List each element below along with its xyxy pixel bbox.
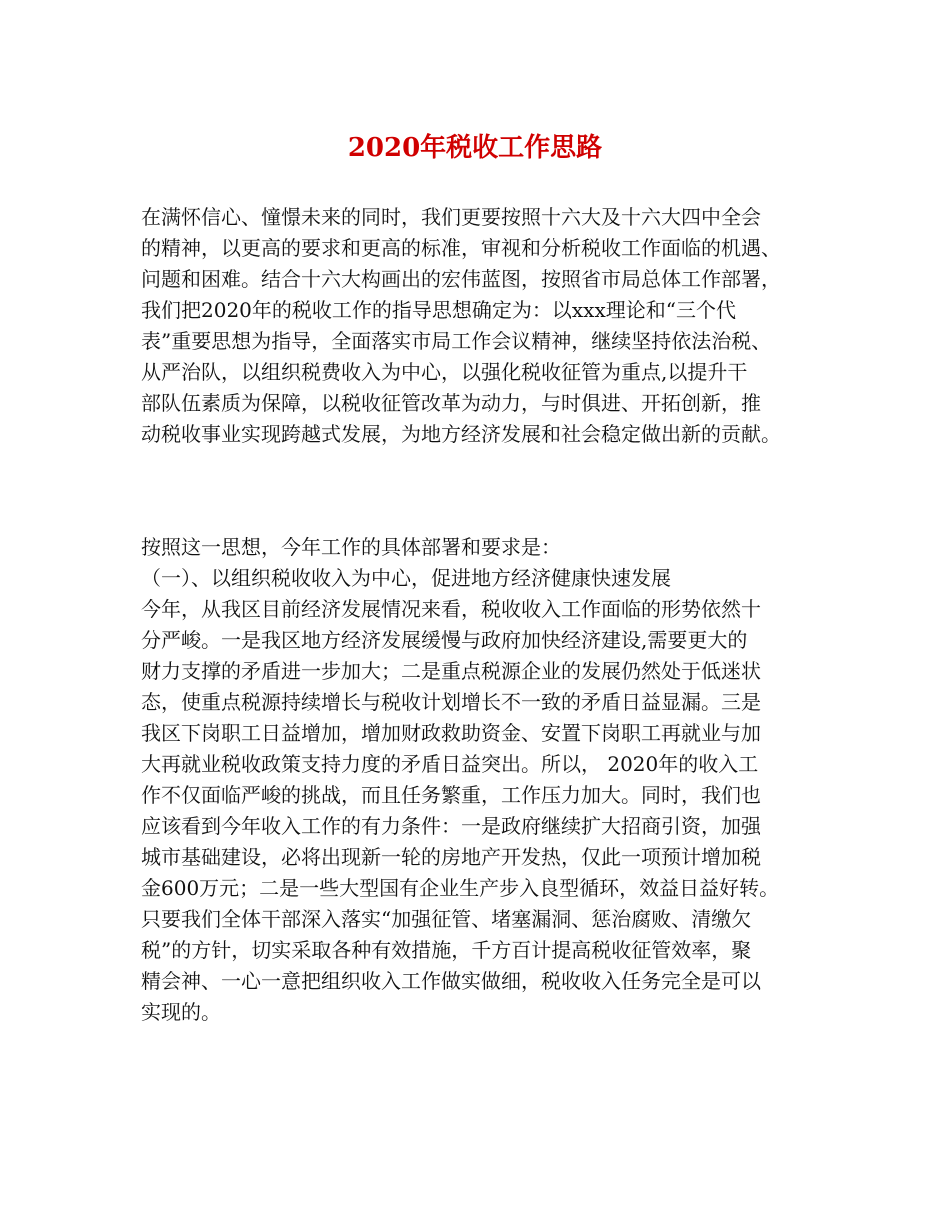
- paragraph-section-one: [141, 532, 831, 1028]
- section-heading: （一）、以组织税收收入为中心，促进地方经济健康快速发展: [141, 566, 671, 590]
- paragraph-guiding-thought: [141, 202, 831, 450]
- text-line: 在满怀信心、憧憬未来的同时，我们更要按照十六大及十六大四中全会: [141, 205, 761, 229]
- text-line: 从严治队，以组织税费收入为中心，以强化税收征管为重点,以提升干: [141, 360, 748, 384]
- text-line: 态，使重点税源持续增长与税收计划增长不一致的矛盾日益显漏。三是: [141, 690, 761, 714]
- text-line: 税”的方针，切实采取各种有效措施，千方百计提高税收征管效率，聚: [141, 938, 752, 962]
- text-line: 只要我们全体干部深入落实“加强征管、堵塞漏洞、惩治腐败、清缴欠: [141, 907, 752, 931]
- text-line: 动税收事业实现跨越式发展，为地方经济发展和社会稳定做出新的贡献。: [141, 422, 781, 446]
- text-line: 分严峻。一是我区地方经济发展缓慢与政府加快经济建设,需要更大的: [141, 628, 748, 652]
- text-line: 今年，从我区目前经济发展情况来看，税收收入工作面临的形势依然十: [141, 597, 761, 621]
- text-line: 作不仅面临严峻的挑战，而且任务繁重，工作压力加大。同时，我们也: [141, 783, 761, 807]
- text-line: 财力支撑的矛盾进一步加大；二是重点税源企业的发展仍然处于低迷状: [141, 659, 761, 683]
- text-line: 应该看到今年收入工作的有力条件：一是政府继续扩大招商引资，加强: [141, 814, 761, 838]
- text-line: 部队伍素质为保障，以税收征管改革为动力，与时俱进、开拓创新，推: [141, 391, 761, 415]
- text-line: 精会神、一心一意把组织收入工作做实做细，税收收入任务完全是可以: [141, 969, 761, 993]
- text-line: 的精神，以更高的要求和更高的标准，审视和分析税收工作面临的机遇、: [141, 236, 781, 260]
- text-line: 实现的。: [141, 1000, 221, 1024]
- document-title: 2020年税收工作思路: [347, 133, 603, 163]
- text-line: 我区下岗职工日益增加，增加财政救助资金、安置下岗职工再就业与加: [141, 721, 761, 745]
- text-line: 城市基础建设，必将出现新一轮的房地产开发热，仅此一项预计增加税: [141, 845, 761, 869]
- text-line: 表”重要思想为指导，全面落实市局工作会议精神，继续坚持依法治税、: [141, 329, 772, 353]
- text-line: 大再就业税收政策支持力度的矛盾日益突出。所以， 2020年的收入工: [141, 752, 759, 776]
- text-line: 我们把2020年的税收工作的指导思想确定为：以xxx理论和“三个代: [141, 298, 736, 322]
- intro-line: 按照这一思想，今年工作的具体部署和要求是：: [141, 535, 561, 559]
- text-line: 问题和困难。结合十六大构画出的宏伟蓝图，按照省市局总体工作部署，: [141, 267, 781, 291]
- text-line: 金600万元；二是一些大型国有企业生产步入良型循环，效益日益好转。: [141, 876, 780, 900]
